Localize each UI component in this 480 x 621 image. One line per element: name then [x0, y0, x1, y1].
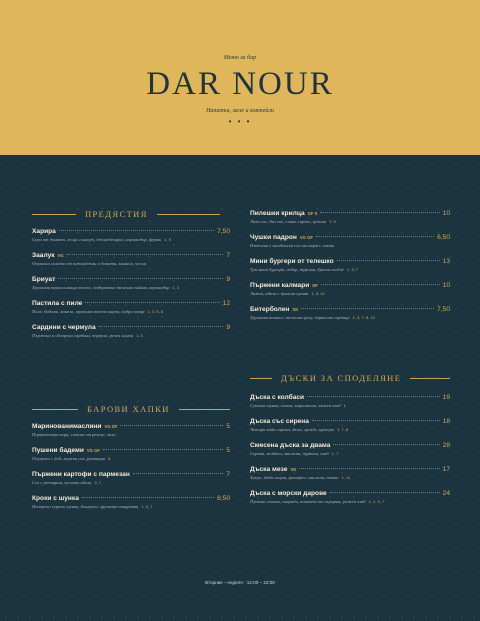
item-name: Пилешки крилца — [250, 210, 305, 217]
description-text: Три мини бургера, чедър, туршия, бриош хлебче — [250, 267, 344, 272]
menu-item — [250, 466, 450, 480]
menu-item-row — [32, 423, 230, 430]
menu-item — [250, 442, 450, 456]
item-price: 9 — [226, 324, 230, 331]
allergen-codes: 7, 9 — [329, 219, 336, 224]
menu-item — [32, 471, 230, 485]
item-name: Харира — [32, 228, 56, 235]
description-text: Сушена шунка, салам, корнишони, квасен хляб — [250, 403, 341, 408]
item-name: Битерболен — [250, 306, 290, 313]
dotted-leader — [85, 302, 219, 303]
menu-kicker: Меню за бар — [223, 55, 257, 61]
menu-item — [250, 394, 450, 408]
menu-item-row — [250, 234, 450, 241]
item-description — [32, 432, 230, 437]
menu-item-row — [32, 495, 230, 502]
menu-item — [250, 418, 450, 432]
item-price: 6,50 — [437, 234, 450, 241]
dietary-tag: VG GF — [86, 448, 100, 453]
item-name: Пушени бадеми — [32, 447, 84, 454]
item-description — [32, 261, 230, 266]
menu-item-row — [250, 466, 450, 473]
dotted-leader — [307, 396, 440, 397]
dotted-leader — [99, 326, 224, 327]
dotted-leader — [321, 284, 440, 285]
allergen-codes: 3, 7 — [94, 480, 102, 485]
item-name: Пържени калмари — [250, 282, 310, 289]
item-description — [250, 267, 450, 272]
menu-item-row — [32, 300, 230, 307]
description-text: Лимон, айоли с пушена чушка — [250, 291, 309, 296]
menu-item-row — [32, 471, 230, 478]
allergen-codes: 1, 11 — [341, 475, 351, 480]
allergen-codes: 1, 3, 14 — [311, 291, 325, 296]
item-description — [250, 219, 450, 224]
dotted-leader — [103, 449, 223, 450]
menu-item — [250, 490, 450, 504]
item-name: Дъска с колбаси — [250, 394, 305, 401]
allergen-codes: 1 — [343, 403, 346, 408]
item-price: 5 — [226, 447, 230, 454]
dotted-leader — [301, 308, 434, 309]
description-text: Портокалова кора, семена от резене, чили — [32, 432, 116, 437]
menu-item — [32, 495, 230, 509]
item-description — [32, 285, 230, 290]
menu-body-background — [0, 155, 480, 621]
item-price: 5 — [226, 423, 230, 430]
description-text: Хрупкави триъгълници тесто, подправено телешко кайма, кориандър — [32, 285, 170, 290]
menu-item — [32, 324, 230, 338]
section-heading-starters — [32, 209, 220, 219]
menu-item-row — [250, 394, 450, 401]
description-text: Лют сос, бял сос, синьо сирене, целина — [250, 219, 327, 224]
dotted-leader — [337, 260, 440, 261]
dietary-tag: DF — [312, 283, 318, 288]
section-title: БАРОВИ ХАПКИ — [87, 404, 170, 414]
heading-rule-left — [32, 409, 78, 410]
dietary-tag: VG — [57, 253, 64, 258]
menu-item-row — [250, 490, 450, 497]
dotted-leader — [67, 254, 224, 255]
menu-item — [250, 306, 450, 320]
allergen-codes: 1, 7 — [331, 451, 339, 456]
heading-rule-left — [32, 214, 76, 215]
menu-item — [250, 234, 450, 248]
dotted-leader — [82, 497, 214, 498]
item-description — [250, 403, 450, 408]
description-text: Пържени и обгорени сардини, чермула, резен лимон — [32, 333, 134, 338]
menu-item-row — [32, 324, 230, 331]
opening-hours: Вторник – неделя · 12:00 – 23:00 — [205, 580, 275, 585]
menu-item-row — [32, 447, 230, 454]
item-name: Пържени картофи с пармезан — [32, 471, 130, 478]
item-name: Мини бургери от телешко — [250, 258, 334, 265]
section-heading-bar-snacks — [32, 404, 230, 414]
menu-item — [250, 258, 450, 272]
description-text: Сирена, колбаси, маслини, туршия, хляб — [250, 451, 329, 456]
menu-item-row — [32, 228, 230, 235]
dotted-leader — [58, 278, 223, 279]
allergen-codes: 1, 3 — [172, 285, 180, 290]
dietary-tag: VG GF — [299, 235, 313, 240]
menu-item-row — [32, 252, 230, 259]
restaurant-title: DAR NOUR — [146, 66, 334, 102]
item-name: Кроки с шунка — [32, 495, 79, 502]
menu-item-row — [250, 282, 450, 289]
menu-item-row — [250, 210, 450, 217]
menu-item-row — [250, 418, 450, 425]
dotted-leader — [59, 230, 214, 231]
heading-rule-right — [179, 409, 230, 410]
item-name: Смесена дъска за двама — [250, 442, 331, 449]
item-description — [250, 291, 450, 296]
item-description — [250, 243, 450, 248]
item-description — [250, 475, 450, 480]
item-name: Чушки падрон — [250, 234, 297, 241]
item-price: 7 — [226, 252, 230, 259]
item-price: 10 — [442, 282, 450, 289]
menu-item-row — [250, 258, 450, 265]
allergen-codes: 8 — [108, 456, 111, 461]
item-name: Бриуат — [32, 276, 56, 283]
dietary-tag: VG GF — [104, 424, 118, 429]
item-description — [250, 427, 450, 432]
allergen-codes: 1, 3, 7 — [141, 504, 153, 509]
description-text: Четири вида сирена, дюли, грозде, крекери — [250, 427, 335, 432]
item-price: 7,50 — [217, 228, 230, 235]
item-price: 9 — [226, 276, 230, 283]
dotted-leader — [316, 236, 434, 237]
item-name: Дъска със сирена — [250, 418, 309, 425]
menu-item-row — [32, 276, 230, 283]
item-description — [32, 333, 230, 338]
menu-item — [32, 252, 230, 266]
item-price: 28 — [442, 442, 450, 449]
description-text: Испански серано шунка, бешамел, хрупкава панировка — [32, 504, 139, 509]
menu-item — [250, 282, 450, 296]
item-name: Дъска мезе — [250, 466, 288, 473]
allergen-codes: 1, 3, 7, 8, 10 — [352, 315, 375, 320]
item-price: 12 — [222, 300, 230, 307]
allergen-codes: 1, 9 — [164, 237, 171, 242]
description-text: Изпечени с малдонска сол на скара с лимон — [250, 243, 335, 248]
heading-rule-right — [410, 378, 450, 379]
item-description — [32, 237, 230, 242]
decorative-dots: • • • — [228, 117, 252, 126]
menu-item — [32, 228, 230, 242]
menu-item-row — [250, 442, 450, 449]
item-price: 7 — [226, 471, 230, 478]
item-name: Маринованимаслини — [32, 423, 102, 430]
allergen-codes: 1, 7, 8 — [337, 427, 349, 432]
item-price: 10 — [442, 210, 450, 217]
item-description — [32, 309, 230, 314]
menu-item — [32, 447, 230, 461]
dotted-leader — [320, 212, 439, 213]
section-title: ПРЕДЯСТИЯ — [85, 209, 148, 219]
description-text: Хумус, баба гануш, фалафел, маслини, питка — [250, 475, 339, 480]
menu-item-row — [250, 306, 450, 313]
item-price: 24 — [442, 490, 450, 497]
item-description — [32, 504, 230, 509]
allergen-codes: 1, 3, 5, 8 — [147, 309, 164, 314]
item-description — [250, 451, 450, 456]
item-description — [250, 315, 450, 320]
item-price: 17 — [442, 466, 450, 473]
dotted-leader — [120, 425, 223, 426]
item-price: 7,50 — [437, 306, 450, 313]
description-text: Сол с розмарин, чесново айоли — [32, 480, 92, 485]
section-heading-sharing — [250, 373, 450, 383]
item-price: 13 — [442, 258, 450, 265]
item-name: Дъска с морски дарове — [250, 490, 327, 497]
dotted-leader — [330, 492, 440, 493]
heading-rule-right — [157, 214, 220, 215]
menu-item — [250, 210, 450, 224]
allergen-codes: 1, 4 — [136, 333, 143, 338]
item-name: Заалук — [32, 252, 55, 259]
menu-item — [32, 276, 230, 290]
dietary-tag: VG — [290, 467, 297, 472]
description-text: Хрупкави топки с телешко рагу, зърнеста горчица — [250, 315, 350, 320]
description-text: Пушена сьомга, скариди, паштет от скумрия, ръжен хляб — [250, 499, 366, 504]
description-text: Опушени с дъб, морска сол, розмарин — [32, 456, 106, 461]
item-name: Пастила с пиле — [32, 300, 83, 307]
description-text: Супа от домати, леща и нахут, джинджифил, кориандър, фурми — [32, 237, 162, 242]
menu-header — [0, 0, 480, 155]
menu-item — [32, 423, 230, 437]
item-description — [250, 499, 450, 504]
heading-rule-left — [250, 378, 272, 379]
item-description — [32, 456, 230, 461]
section-title: ДЪСКИ ЗА СПОДЕЛЯНЕ — [281, 373, 402, 383]
item-price: 8,50 — [217, 495, 230, 502]
menu-subtitle: Напитки, мезе и коктейли — [206, 108, 274, 114]
description-text: Опушена салата от патладжан и домати, кимион, чесън — [32, 261, 146, 266]
item-description — [32, 480, 230, 485]
item-price: 19 — [442, 394, 450, 401]
dotted-leader — [133, 473, 224, 474]
dietary-tag: SK — [292, 307, 299, 312]
item-name: Сардини с чермула — [32, 324, 96, 331]
menu-item — [32, 300, 230, 314]
allergen-codes: 1, 3, 7 — [346, 267, 358, 272]
allergen-codes: 1, 2, 4, 7 — [368, 499, 385, 504]
dotted-leader — [333, 444, 439, 445]
item-price: 18 — [442, 418, 450, 425]
description-text: Пиле, бадеми, канела, хрупкаво тесто варак, пудра захар — [32, 309, 145, 314]
dotted-leader — [299, 468, 439, 469]
dietary-tag: GF S — [307, 211, 318, 216]
dotted-leader — [312, 420, 440, 421]
